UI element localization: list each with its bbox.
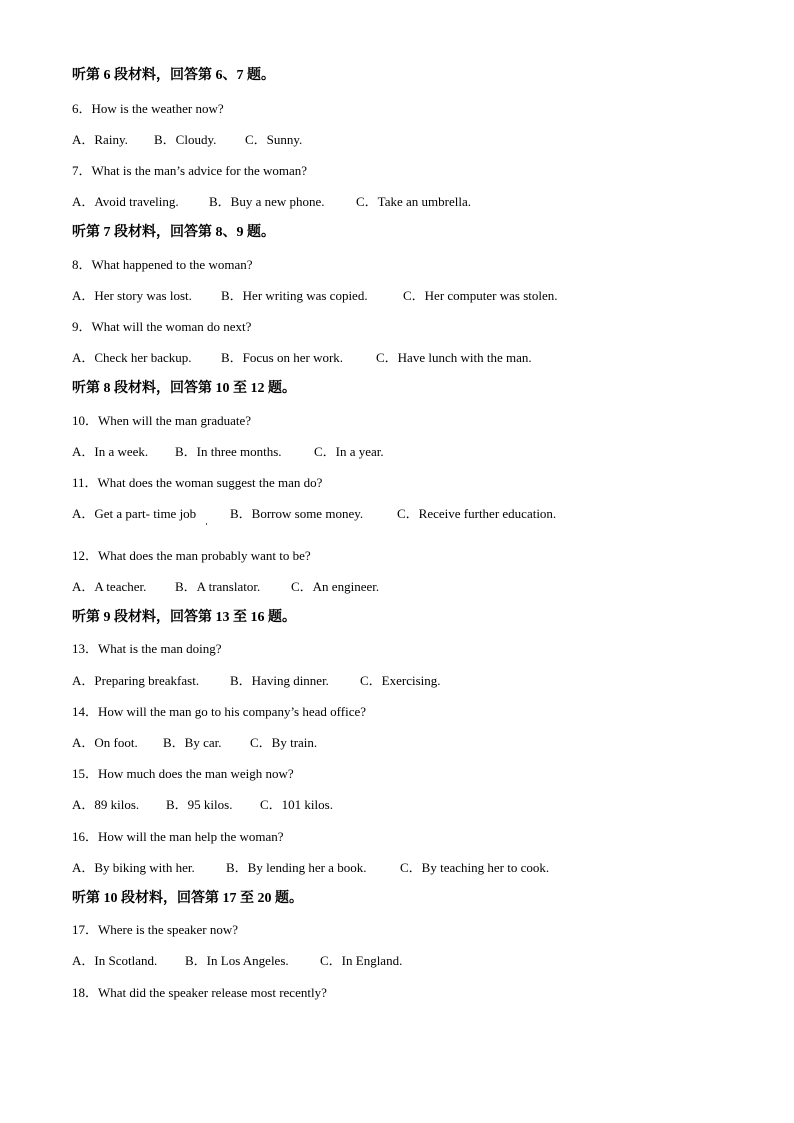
question-15: 15．How much does the man weigh now? bbox=[72, 766, 294, 781]
question-7: 7．What is the man’s advice for the woman? bbox=[72, 163, 308, 178]
options-9 bbox=[72, 350, 532, 366]
option-9a: A．Check her backup. bbox=[72, 350, 192, 365]
option-16a: A．By biking with her. bbox=[72, 860, 195, 875]
options-6 bbox=[72, 132, 303, 148]
option-11a: A．Get a part- time job bbox=[72, 506, 197, 521]
option-12b: B．A translator. bbox=[175, 579, 261, 594]
option-13b: B．Having dinner. bbox=[230, 673, 329, 688]
question-16: 16．How will the man help the woman? bbox=[72, 829, 284, 844]
question-8: 8．What happened to the woman? bbox=[72, 257, 253, 272]
options-10 bbox=[72, 444, 384, 460]
options-11 bbox=[72, 506, 557, 522]
option-11b: B．Borrow some money. bbox=[230, 506, 364, 521]
option-14c: C．By train. bbox=[250, 735, 318, 750]
question-12: 12．What does the man probably want to be? bbox=[72, 548, 311, 563]
question-9: 9．What will the woman do next? bbox=[72, 319, 252, 334]
options-16 bbox=[72, 860, 550, 876]
options-14 bbox=[72, 735, 318, 751]
option-7c: C．Take an umbrella. bbox=[356, 194, 471, 209]
option-16b: B．By lending her a book. bbox=[226, 860, 367, 875]
option-7a: A．Avoid traveling. bbox=[72, 194, 179, 209]
option-11c: C．Receive further education. bbox=[397, 506, 557, 521]
option-9b: B．Focus on her work. bbox=[221, 350, 344, 365]
option-8a: A．Her story was lost. bbox=[72, 288, 192, 303]
option-7b: B．Buy a new phone. bbox=[209, 194, 325, 209]
question-6: 6．How is the weather now? bbox=[72, 101, 224, 116]
option-9c: C．Have lunch with the man. bbox=[376, 350, 532, 365]
option-12a: A．A teacher. bbox=[72, 579, 147, 594]
option-6b: B．Cloudy. bbox=[154, 132, 217, 147]
options-7 bbox=[72, 194, 471, 210]
options-8 bbox=[72, 288, 558, 304]
option-15c: C．101 kilos. bbox=[260, 797, 333, 812]
question-14: 14．How will the man go to his company’s head office? bbox=[72, 704, 367, 719]
option-14a: A．On foot. bbox=[72, 735, 138, 750]
option-8b: B．Her writing was copied. bbox=[221, 288, 368, 303]
option-6a: A．Rainy. bbox=[72, 132, 128, 147]
section-heading-9: 听第 9 段材料，回答第 13 至 16 题。 bbox=[72, 610, 296, 625]
option-15a: A．89 kilos. bbox=[72, 797, 140, 812]
option-14b: B．By car. bbox=[163, 735, 222, 750]
stray-mark bbox=[206, 523, 207, 525]
option-10c: C．In a year. bbox=[314, 444, 384, 459]
option-17a: A．In Scotland. bbox=[72, 953, 158, 968]
option-13c: C．Exercising. bbox=[360, 673, 441, 688]
options-12 bbox=[72, 579, 380, 595]
option-10b: B．In three months. bbox=[175, 444, 282, 459]
question-18: 18．What did the speaker release most recently? bbox=[72, 985, 327, 1000]
section-heading-8: 听第 8 段材料，回答第 10 至 12 题。 bbox=[72, 381, 296, 396]
option-13a: A．Preparing breakfast. bbox=[72, 673, 200, 688]
options-17 bbox=[72, 953, 403, 969]
section-heading-10: 听第 10 段材料，回答第 17 至 20 题。 bbox=[72, 891, 303, 906]
option-6c: C．Sunny. bbox=[245, 132, 303, 147]
question-11: 11．What does the woman suggest the man do? bbox=[72, 475, 323, 490]
options-15 bbox=[72, 797, 333, 813]
option-15b: B．95 kilos. bbox=[166, 797, 233, 812]
option-8c: C．Her computer was stolen. bbox=[403, 288, 558, 303]
option-10a: A．In a week. bbox=[72, 444, 149, 459]
option-16c: C．By teaching her to cook. bbox=[400, 860, 550, 875]
options-13 bbox=[72, 673, 441, 689]
question-13: 13．What is the man doing? bbox=[72, 641, 222, 656]
option-17c: C．In England. bbox=[320, 953, 403, 968]
section-heading-6: 听第 6 段材料，回答第 6、7 题。 bbox=[72, 68, 275, 83]
section-heading-7: 听第 7 段材料，回答第 8、9 题。 bbox=[72, 225, 275, 240]
question-17: 17．Where is the speaker now? bbox=[72, 922, 239, 937]
question-10: 10．When will the man graduate? bbox=[72, 413, 252, 428]
option-12c: C．An engineer. bbox=[291, 579, 380, 594]
option-17b: B．In Los Angeles. bbox=[185, 953, 289, 968]
